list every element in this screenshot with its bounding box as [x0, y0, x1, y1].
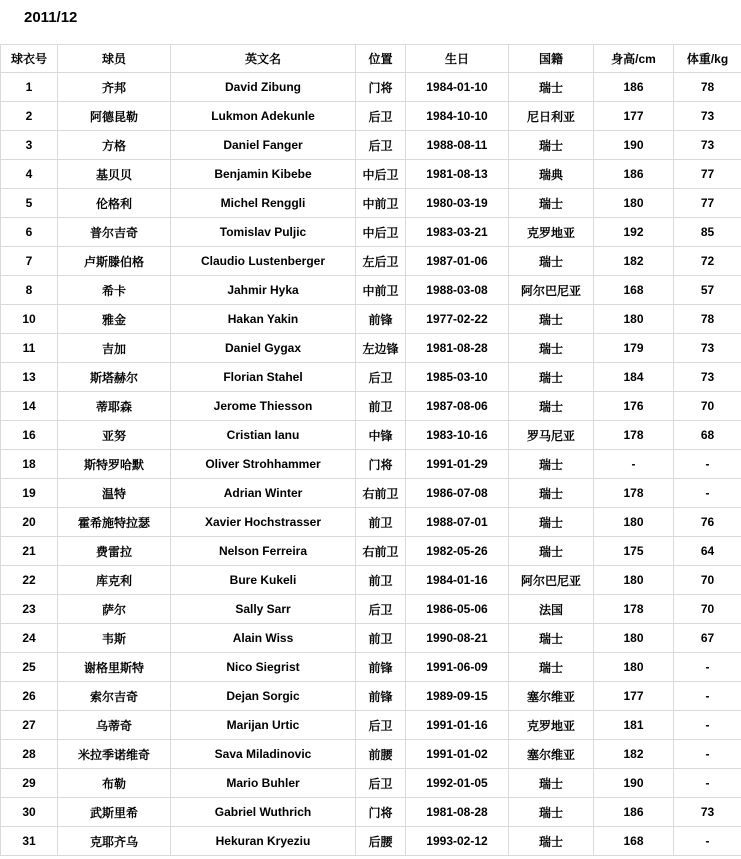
cell-jersey-number: 24 — [1, 624, 58, 653]
cell-position: 中后卫 — [356, 160, 406, 189]
cell-position: 前锋 — [356, 653, 406, 682]
cell-weight: 70 — [674, 566, 741, 595]
cell-position: 后卫 — [356, 363, 406, 392]
table-row — [1, 798, 741, 827]
cell-weight: - — [674, 769, 741, 798]
table-row — [1, 682, 741, 711]
cell-weight: 78 — [674, 305, 741, 334]
cell-player-name-cn: 武斯里希 — [58, 798, 171, 827]
table-row — [1, 334, 741, 363]
cell-weight: 68 — [674, 421, 741, 450]
cell-position: 前锋 — [356, 682, 406, 711]
cell-jersey-number: 23 — [1, 595, 58, 624]
cell-weight: - — [674, 682, 741, 711]
cell-position: 门将 — [356, 450, 406, 479]
cell-nationality: 瑞士 — [509, 537, 594, 566]
cell-height: 186 — [594, 798, 674, 827]
column-header-jersey-number: 球衣号 — [1, 45, 58, 73]
cell-height: 190 — [594, 131, 674, 160]
cell-birthday: 1991-01-29 — [406, 450, 509, 479]
table-row — [1, 131, 741, 160]
cell-jersey-number: 21 — [1, 537, 58, 566]
header-row — [1, 45, 741, 73]
table-row — [1, 189, 741, 218]
cell-weight: 73 — [674, 363, 741, 392]
cell-jersey-number: 22 — [1, 566, 58, 595]
cell-birthday: 1993-02-12 — [406, 827, 509, 856]
table-row — [1, 479, 741, 508]
cell-position: 后卫 — [356, 595, 406, 624]
cell-height: 190 — [594, 769, 674, 798]
cell-nationality: 塞尔维亚 — [509, 740, 594, 769]
cell-nationality: 尼日利亚 — [509, 102, 594, 131]
cell-height: 184 — [594, 363, 674, 392]
cell-height: 180 — [594, 624, 674, 653]
cell-player-name-en: Xavier Hochstrasser — [171, 508, 356, 537]
roster-body — [1, 73, 741, 856]
table-row — [1, 595, 741, 624]
cell-player-name-cn: 阿德昆勒 — [58, 102, 171, 131]
cell-weight: 70 — [674, 392, 741, 421]
cell-nationality: 瑞士 — [509, 189, 594, 218]
cell-birthday: 1986-07-08 — [406, 479, 509, 508]
cell-player-name-en: Dejan Sorgic — [171, 682, 356, 711]
cell-player-name-cn: 谢格里斯特 — [58, 653, 171, 682]
cell-nationality: 罗马尼亚 — [509, 421, 594, 450]
cell-position: 中前卫 — [356, 276, 406, 305]
cell-weight: 73 — [674, 334, 741, 363]
cell-player-name-cn: 库克利 — [58, 566, 171, 595]
cell-jersey-number: 27 — [1, 711, 58, 740]
page-title: 2011/12 — [24, 9, 78, 26]
cell-position: 左边锋 — [356, 334, 406, 363]
cell-position: 后卫 — [356, 131, 406, 160]
cell-jersey-number: 18 — [1, 450, 58, 479]
cell-position: 前锋 — [356, 305, 406, 334]
cell-player-name-cn: 韦斯 — [58, 624, 171, 653]
cell-birthday: 1991-01-16 — [406, 711, 509, 740]
cell-player-name-en: Daniel Gygax — [171, 334, 356, 363]
table-row — [1, 711, 741, 740]
table-row — [1, 247, 741, 276]
cell-nationality: 瑞士 — [509, 479, 594, 508]
cell-player-name-en: Mario Buhler — [171, 769, 356, 798]
cell-player-name-cn: 蒂耶森 — [58, 392, 171, 421]
cell-birthday: 1983-10-16 — [406, 421, 509, 450]
table-row — [1, 102, 741, 131]
cell-birthday: 1987-01-06 — [406, 247, 509, 276]
cell-player-name-cn: 亚努 — [58, 421, 171, 450]
cell-jersey-number: 29 — [1, 769, 58, 798]
cell-height: 179 — [594, 334, 674, 363]
cell-nationality: 瑞士 — [509, 769, 594, 798]
table-row — [1, 276, 741, 305]
cell-player-name-cn: 萨尔 — [58, 595, 171, 624]
cell-jersey-number: 11 — [1, 334, 58, 363]
cell-birthday: 1986-05-06 — [406, 595, 509, 624]
cell-height: 192 — [594, 218, 674, 247]
cell-player-name-cn: 克耶齐乌 — [58, 827, 171, 856]
cell-position: 中前卫 — [356, 189, 406, 218]
cell-player-name-en: Jerome Thiesson — [171, 392, 356, 421]
cell-jersey-number: 7 — [1, 247, 58, 276]
cell-jersey-number: 3 — [1, 131, 58, 160]
cell-birthday: 1991-01-02 — [406, 740, 509, 769]
cell-nationality: 瑞士 — [509, 827, 594, 856]
cell-player-name-cn: 斯特罗哈默 — [58, 450, 171, 479]
cell-height: 177 — [594, 102, 674, 131]
cell-player-name-cn: 齐邦 — [58, 73, 171, 102]
cell-weight: - — [674, 711, 741, 740]
cell-birthday: 1990-08-21 — [406, 624, 509, 653]
cell-position: 右前卫 — [356, 479, 406, 508]
cell-player-name-cn: 卢斯滕伯格 — [58, 247, 171, 276]
cell-jersey-number: 30 — [1, 798, 58, 827]
cell-weight: 64 — [674, 537, 741, 566]
cell-player-name-cn: 伦格利 — [58, 189, 171, 218]
cell-birthday: 1984-01-10 — [406, 73, 509, 102]
cell-birthday: 1988-07-01 — [406, 508, 509, 537]
cell-weight: 77 — [674, 189, 741, 218]
cell-birthday: 1991-06-09 — [406, 653, 509, 682]
cell-player-name-en: Nico Siegrist — [171, 653, 356, 682]
table-row — [1, 740, 741, 769]
cell-player-name-cn: 基贝贝 — [58, 160, 171, 189]
cell-nationality: 瑞士 — [509, 131, 594, 160]
cell-height: 178 — [594, 421, 674, 450]
cell-jersey-number: 25 — [1, 653, 58, 682]
cell-player-name-en: Lukmon Adekunle — [171, 102, 356, 131]
table-row — [1, 769, 741, 798]
cell-player-name-cn: 温特 — [58, 479, 171, 508]
column-header-birthday: 生日 — [406, 45, 509, 73]
table-row — [1, 450, 741, 479]
table-row — [1, 653, 741, 682]
cell-weight: 73 — [674, 102, 741, 131]
table-row — [1, 363, 741, 392]
cell-jersey-number: 4 — [1, 160, 58, 189]
cell-position: 后卫 — [356, 102, 406, 131]
cell-player-name-cn: 方格 — [58, 131, 171, 160]
cell-jersey-number: 2 — [1, 102, 58, 131]
cell-nationality: 阿尔巴尼亚 — [509, 276, 594, 305]
cell-nationality: 阿尔巴尼亚 — [509, 566, 594, 595]
cell-height: 180 — [594, 305, 674, 334]
cell-position: 前卫 — [356, 508, 406, 537]
table-row — [1, 827, 741, 856]
column-header-player-name-en: 英文名 — [171, 45, 356, 73]
cell-height: 168 — [594, 827, 674, 856]
cell-nationality: 瑞士 — [509, 334, 594, 363]
column-header-height: 身高/cm — [594, 45, 674, 73]
cell-height: 181 — [594, 711, 674, 740]
cell-player-name-en: Adrian Winter — [171, 479, 356, 508]
cell-position: 后卫 — [356, 769, 406, 798]
cell-player-name-en: Jahmir Hyka — [171, 276, 356, 305]
cell-nationality: 瑞士 — [509, 392, 594, 421]
cell-weight: - — [674, 479, 741, 508]
cell-weight: 67 — [674, 624, 741, 653]
cell-player-name-en: Marijan Urtic — [171, 711, 356, 740]
cell-player-name-en: Benjamin Kibebe — [171, 160, 356, 189]
cell-jersey-number: 28 — [1, 740, 58, 769]
cell-height: 175 — [594, 537, 674, 566]
cell-height: 182 — [594, 740, 674, 769]
table-row — [1, 305, 741, 334]
cell-weight: - — [674, 827, 741, 856]
cell-position: 左后卫 — [356, 247, 406, 276]
cell-jersey-number: 31 — [1, 827, 58, 856]
cell-nationality: 瑞士 — [509, 798, 594, 827]
cell-weight: 73 — [674, 131, 741, 160]
cell-birthday: 1987-08-06 — [406, 392, 509, 421]
cell-position: 门将 — [356, 73, 406, 102]
cell-jersey-number: 20 — [1, 508, 58, 537]
cell-position: 后卫 — [356, 711, 406, 740]
table-row — [1, 392, 741, 421]
cell-nationality: 瑞士 — [509, 247, 594, 276]
cell-jersey-number: 19 — [1, 479, 58, 508]
cell-height: 180 — [594, 566, 674, 595]
cell-birthday: 1992-01-05 — [406, 769, 509, 798]
cell-weight: - — [674, 653, 741, 682]
cell-player-name-en: Cristian Ianu — [171, 421, 356, 450]
cell-player-name-en: Alain Wiss — [171, 624, 356, 653]
cell-position: 前腰 — [356, 740, 406, 769]
cell-position: 前卫 — [356, 392, 406, 421]
table-row — [1, 624, 741, 653]
cell-nationality: 克罗地亚 — [509, 711, 594, 740]
cell-nationality: 法国 — [509, 595, 594, 624]
cell-birthday: 1983-03-21 — [406, 218, 509, 247]
cell-weight: 77 — [674, 160, 741, 189]
cell-nationality: 克罗地亚 — [509, 218, 594, 247]
cell-player-name-cn: 吉加 — [58, 334, 171, 363]
cell-birthday: 1984-01-16 — [406, 566, 509, 595]
cell-height: 182 — [594, 247, 674, 276]
cell-height: 180 — [594, 189, 674, 218]
cell-player-name-en: Claudio Lustenberger — [171, 247, 356, 276]
cell-weight: 70 — [674, 595, 741, 624]
cell-player-name-en: David Zibung — [171, 73, 356, 102]
cell-position: 前卫 — [356, 566, 406, 595]
cell-birthday: 1988-08-11 — [406, 131, 509, 160]
cell-height: 180 — [594, 508, 674, 537]
cell-weight: 57 — [674, 276, 741, 305]
cell-position: 前卫 — [356, 624, 406, 653]
cell-nationality: 瑞士 — [509, 73, 594, 102]
cell-nationality: 瑞典 — [509, 160, 594, 189]
cell-nationality: 瑞士 — [509, 305, 594, 334]
cell-jersey-number: 6 — [1, 218, 58, 247]
cell-weight: 78 — [674, 73, 741, 102]
cell-jersey-number: 13 — [1, 363, 58, 392]
cell-position: 中锋 — [356, 421, 406, 450]
cell-player-name-en: Sava Miladinovic — [171, 740, 356, 769]
cell-nationality: 瑞士 — [509, 653, 594, 682]
cell-player-name-cn: 索尔吉奇 — [58, 682, 171, 711]
cell-height: 178 — [594, 595, 674, 624]
cell-player-name-en: Daniel Fanger — [171, 131, 356, 160]
cell-height: - — [594, 450, 674, 479]
cell-birthday: 1988-03-08 — [406, 276, 509, 305]
table-row — [1, 421, 741, 450]
table-row — [1, 160, 741, 189]
cell-player-name-cn: 斯塔赫尔 — [58, 363, 171, 392]
cell-birthday: 1985-03-10 — [406, 363, 509, 392]
table-row — [1, 508, 741, 537]
cell-player-name-cn: 米拉季诺维奇 — [58, 740, 171, 769]
cell-height: 168 — [594, 276, 674, 305]
cell-jersey-number: 1 — [1, 73, 58, 102]
cell-position: 中后卫 — [356, 218, 406, 247]
column-header-player-name-cn: 球员 — [58, 45, 171, 73]
table-row — [1, 73, 741, 102]
cell-nationality: 瑞士 — [509, 450, 594, 479]
cell-position: 后腰 — [356, 827, 406, 856]
cell-player-name-en: Oliver Strohhammer — [171, 450, 356, 479]
cell-height: 177 — [594, 682, 674, 711]
column-header-position: 位置 — [356, 45, 406, 73]
cell-player-name-en: Hakan Yakin — [171, 305, 356, 334]
cell-birthday: 1984-10-10 — [406, 102, 509, 131]
cell-player-name-cn: 乌蒂奇 — [58, 711, 171, 740]
squad-roster-table — [0, 44, 741, 856]
column-header-nationality: 国籍 — [509, 45, 594, 73]
cell-jersey-number: 14 — [1, 392, 58, 421]
cell-birthday: 1981-08-28 — [406, 334, 509, 363]
cell-birthday: 1982-05-26 — [406, 537, 509, 566]
cell-jersey-number: 26 — [1, 682, 58, 711]
cell-weight: 85 — [674, 218, 741, 247]
cell-nationality: 瑞士 — [509, 624, 594, 653]
cell-birthday: 1977-02-22 — [406, 305, 509, 334]
cell-player-name-cn: 费雷拉 — [58, 537, 171, 566]
cell-weight: 76 — [674, 508, 741, 537]
cell-player-name-cn: 布勒 — [58, 769, 171, 798]
cell-nationality: 塞尔维亚 — [509, 682, 594, 711]
cell-height: 178 — [594, 479, 674, 508]
cell-weight: 73 — [674, 798, 741, 827]
cell-position: 右前卫 — [356, 537, 406, 566]
cell-player-name-en: Bure Kukeli — [171, 566, 356, 595]
cell-jersey-number: 10 — [1, 305, 58, 334]
cell-birthday: 1981-08-28 — [406, 798, 509, 827]
table-row — [1, 537, 741, 566]
cell-nationality: 瑞士 — [509, 508, 594, 537]
cell-player-name-en: Tomislav Puljic — [171, 218, 356, 247]
cell-height: 186 — [594, 160, 674, 189]
cell-player-name-en: Sally Sarr — [171, 595, 356, 624]
cell-jersey-number: 16 — [1, 421, 58, 450]
cell-player-name-cn: 希卡 — [58, 276, 171, 305]
cell-nationality: 瑞士 — [509, 363, 594, 392]
cell-height: 176 — [594, 392, 674, 421]
column-header-weight: 体重/kg — [674, 45, 741, 73]
cell-player-name-en: Florian Stahel — [171, 363, 356, 392]
cell-player-name-en: Michel Renggli — [171, 189, 356, 218]
cell-weight: - — [674, 740, 741, 769]
cell-player-name-en: Nelson Ferreira — [171, 537, 356, 566]
cell-birthday: 1981-08-13 — [406, 160, 509, 189]
cell-player-name-en: Gabriel Wuthrich — [171, 798, 356, 827]
cell-player-name-en: Hekuran Kryeziu — [171, 827, 356, 856]
cell-player-name-cn: 雅金 — [58, 305, 171, 334]
cell-height: 180 — [594, 653, 674, 682]
cell-jersey-number: 5 — [1, 189, 58, 218]
cell-player-name-cn: 普尔吉奇 — [58, 218, 171, 247]
cell-birthday: 1980-03-19 — [406, 189, 509, 218]
cell-weight: 72 — [674, 247, 741, 276]
cell-position: 门将 — [356, 798, 406, 827]
cell-jersey-number: 8 — [1, 276, 58, 305]
cell-player-name-cn: 霍希施特拉瑟 — [58, 508, 171, 537]
cell-weight: - — [674, 450, 741, 479]
cell-height: 186 — [594, 73, 674, 102]
table-row — [1, 566, 741, 595]
table-row — [1, 218, 741, 247]
cell-birthday: 1989-09-15 — [406, 682, 509, 711]
